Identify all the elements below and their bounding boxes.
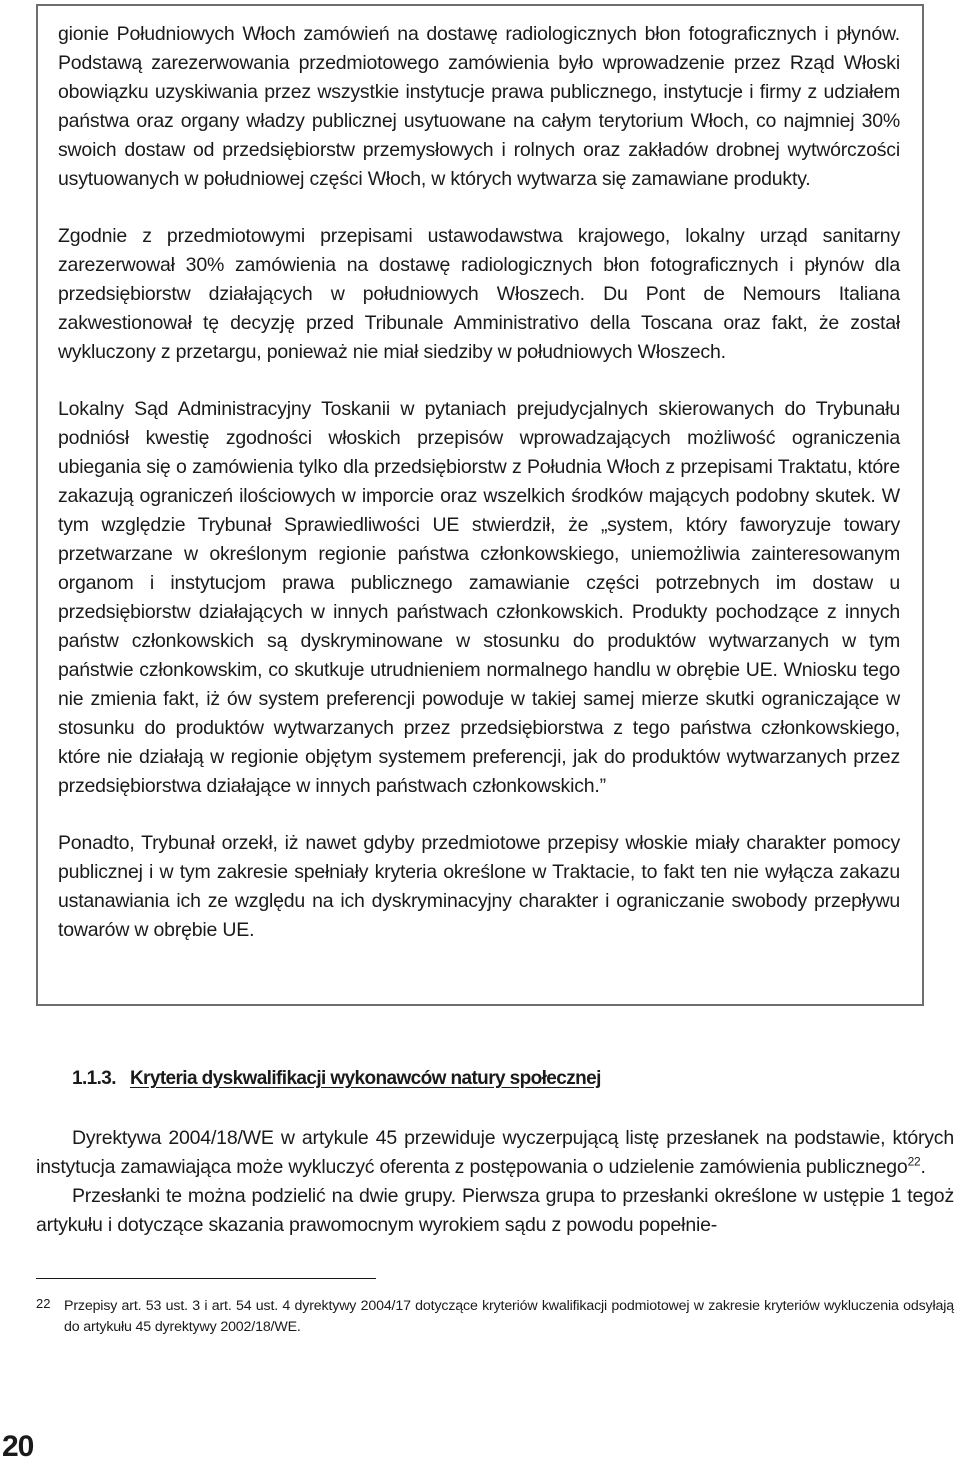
footnote: [36, 1296, 954, 1338]
box-paragraph-4: Ponadto, Trybunał orzekł, iż nawet gdyby przedmiotowe przepisy włoskie miały charakter pomocy publicznej i w tym zakresie spełniały kryteria określone w Traktacie, to fakt ten nie wyłącza zakazu ustanawiania ich ze względu na ich dyskryminacyjny charakter i ograniczanie swobody przepływu towarów w obrębie UE.: [58, 832, 900, 941]
footnote-reference[interactable]: 22: [907, 1154, 921, 1169]
footnote-divider: [36, 1278, 376, 1279]
box-paragraph-3: Lokalny Sąd Administracyjny Toskanii w pytaniach prejudycjalnych skierowanych do Trybunału podniósł kwestię zgodności włoskich przepisów wprowadzających możliwość ograniczenia ubiegania się o zamówienia tylko dla przedsiębiorstw z Południa Włoch z przepisami Traktatu, które zakazują ograniczeń ilościowych w imporcie oraz wszelkich środków mających podobny skutek. W tym względzie Trybunał Sprawiedliwości UE stwierdził, że „system, który faworyzuje towary przetwarzane w określonym regionie państwa członkowskiego, uniemożliwia zainteresowanym organom i instytucjom prawa publicznego zamawianie części potrzebnych im dostaw u przedsiębiorstw działających w innych państwach członkowskich. Produkty pochodzące z innych państw członkowskich są dyskryminowane w stosunku do produktów wytwarzanych w tym państwie członkowskim, co skutkuje utrudnieniem normalnego handlu w obrębie UE. Wniosku tego nie zmienia fakt, iż ów system preferencji powoduje w takiej samej mierze skutki ograniczające w stosunku do produktów wytwarzanych przez przedsiębiorstwa z tego państwa członkowskiego, które nie działają w regionie objętym systemem preferencji, jak do produktów wytwarzanych przez przedsiębiorstwa działające w innych państwach członkowskich.”: [58, 398, 900, 797]
case-study-box: [36, 4, 924, 1006]
box-paragraph-2: Zgodnie z przedmiotowymi przepisami ustawodawstwa krajowego, lokalny urząd sanitarny zarezerwował 30% zamówienia na dostawę radiologicznych błon fotograficznych i płynów dla przedsiębiorstw działających w południowych Włoszech. Du Pont de Nemours Italiana zakwestionował tę decyzję przed Tribunale Amministrativo della Toscana oraz fakt, że został wykluczony z przetargu, ponieważ nie miał siedziby w południowych Włoszech.: [58, 225, 900, 363]
section-heading: [72, 1068, 601, 1090]
section-title: Kryteria dyskwalifikacji wykonawców natury społecznej: [129, 1068, 601, 1089]
body-paragraph-2: Przesłanki te można podzielić na dwie grupy. Pierwsza grupa to przesłanki określone w ustępie 1 tegoż artykułu i dotyczące skazania prawomocnym wyrokiem sądu z powodu popełnie-: [36, 1185, 954, 1236]
body-paragraph-1-end: .: [920, 1156, 926, 1178]
footnote-text: Przepisy art. 53 ust. 3 i art. 54 ust. 4 dyrektywy 2004/17 dotyczące kryteriów kwalifikacji podmiotowej w zakresie kryteriów wykluczenia odsyłają do artykułu 45 dyrektywy 2002/18/WE.: [64, 1298, 954, 1335]
section-number: 1.1.3.: [72, 1068, 116, 1089]
body-paragraph-1-text: Dyrektywa 2004/18/WE w artykule 45 przewiduje wyczerpującą listę przesłanek na podstawie, których instytucja zamawiająca może wykluczyć oferenta z postępowania o udzielenie zamówienia publicznego: [36, 1127, 954, 1178]
footnote-number: 22: [36, 1296, 51, 1311]
page-number: 20: [2, 1430, 34, 1463]
body-text: [36, 1124, 954, 1240]
body-paragraph-1: [36, 1124, 954, 1182]
box-paragraph-1: gionie Południowych Włoch zamówień na dostawę radiologicznych błon fotograficznych i płynów. Podstawą zarezerwowania przedmiotowego zamówienia było wprowadzenie przez Rząd Włoski obowiązku uzyskiwania przez wszystkie instytucje prawa publicznego, instytucje i firmy z udziałem państwa oraz organy władzy publicznej usytuowane na całym terytorium Włoch, co najmniej 30% swoich dostaw od przedsiębiorstw przemysłowych i rolnych oraz zakładów drobnej wytwórczości usytuowanych w południowej części Włoch, w których wytwarza się zamawiane produkty.: [58, 23, 900, 190]
